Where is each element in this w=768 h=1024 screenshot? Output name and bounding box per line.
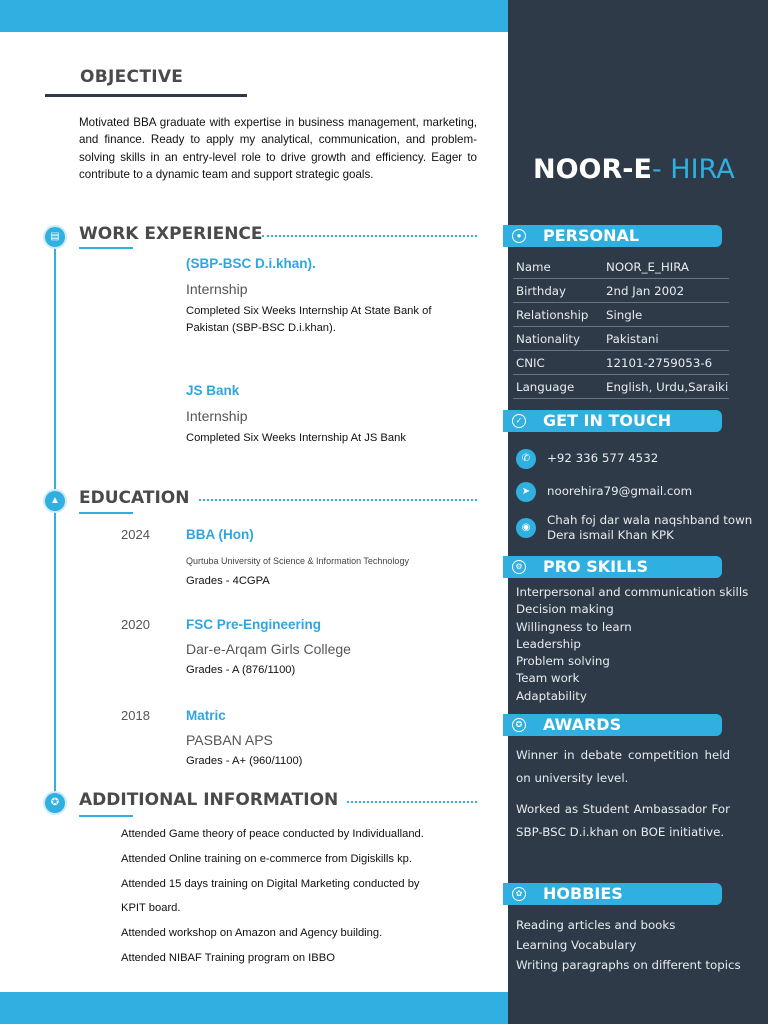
personal-value: 12101-2759053-6 (606, 350, 729, 374)
education-underline (79, 512, 133, 514)
address-text (547, 513, 752, 543)
phone-icon: ✆ (516, 449, 536, 469)
address-line-1: Chah foj dar wala naqshband town (547, 513, 753, 527)
personal-key: Name (513, 254, 606, 278)
education-institution: Qurtuba University of Science & Information Technology (186, 556, 409, 566)
education-year: 2024 (121, 527, 150, 542)
education-grade: Grades - A (876/1100) (186, 664, 296, 676)
list-item: Willingness to learn (516, 619, 632, 634)
list-item: Attended workshop on Amazon and Agency building. (121, 927, 383, 940)
list-item: Team work (516, 671, 580, 686)
list-item: KPIT board. (121, 902, 181, 915)
job-description: Completed Six Weeks Internship At State Bank of Pakistan (SBP-BSC D.i.khan). (186, 305, 432, 334)
thumbs-up-icon: ✓ (512, 414, 526, 428)
address-line-2: Dera ismail Khan KPK (547, 528, 674, 542)
table-row (513, 326, 729, 350)
job-org: (SBP-BSC D.i.khan). (186, 256, 316, 271)
bottom-accent-bar (0, 992, 508, 1024)
personal-key: Relationship (513, 302, 606, 326)
graduation-cap-icon: ▲ (45, 491, 65, 511)
education-dots (199, 499, 477, 501)
list-item: Writing paragraphs on different topics (516, 958, 741, 973)
additional-info-dots (347, 801, 477, 803)
ribbon-icon: ✪ (512, 718, 526, 732)
personal-value: Single (606, 302, 729, 326)
gear-icon: ⚙ (512, 560, 526, 574)
list-item: Interpersonal and communication skills (516, 585, 749, 599)
personal-header (503, 225, 722, 247)
name-second: - HIRA (651, 154, 735, 185)
list-item: Learning Vocabulary (516, 938, 637, 953)
palette-icon: ✿ (512, 887, 526, 901)
timeline-line (54, 244, 56, 802)
education-institution: PASBAN APS (186, 732, 273, 748)
skills-title: PRO SKILLS (543, 557, 649, 576)
objective-text: Motivated BBA graduate with expertise in business management, marketing, and finance. Ready to apply my analytical, communication, and problem-solving skills in an entry-level role to drive growth and efficiency. Eager to contribute to a dynamic team and support strategic goals. (79, 116, 477, 182)
awards-title: AWARDS (543, 715, 622, 734)
job-org: JS Bank (186, 383, 240, 398)
education-degree: FSC Pre-Engineering (186, 617, 322, 632)
personal-title: PERSONAL (543, 226, 640, 245)
education-title: EDUCATION (79, 488, 190, 508)
personal-value: Pakistani (606, 326, 729, 350)
table-row (513, 278, 729, 302)
work-experience-dots (262, 235, 477, 237)
hobbies-header (503, 883, 722, 905)
location-pin-icon: ◉ (516, 518, 536, 538)
personal-key: CNIC (513, 350, 606, 374)
personal-value: 2nd Jan 2002 (606, 278, 729, 302)
award-item: Winner in debate competition held on university level. (516, 748, 730, 785)
education-institution: Dar-e-Arqam Girls College (186, 641, 351, 657)
job-role: Internship (186, 281, 248, 297)
additional-info-list (121, 822, 471, 971)
hobbies-list (516, 915, 741, 976)
table-row (513, 302, 729, 326)
additional-info-underline (79, 815, 133, 817)
education-degree: Matric (186, 708, 226, 723)
personal-value: English, Urdu,Saraiki (606, 374, 729, 398)
personal-table (513, 254, 729, 399)
table-row (513, 254, 729, 278)
work-experience-underline (79, 247, 133, 249)
education-degree: BBA (Hon) (186, 527, 254, 542)
award-icon: ✪ (45, 793, 65, 813)
education-year: 2020 (121, 617, 150, 632)
education-year: 2018 (121, 708, 150, 723)
table-row (513, 350, 729, 374)
phone-text[interactable]: +92 336 577 4532 (547, 451, 659, 465)
list-item: Decision making (516, 602, 614, 617)
list-item: Attended Game theory of peace conducted by Individualland. (121, 828, 424, 840)
additional-info-title: ADDITIONAL INFORMATION (79, 790, 339, 810)
user-icon: ● (512, 229, 526, 243)
contact-title: GET IN TOUCH (543, 411, 672, 430)
list-item: Adaptability (516, 688, 587, 703)
job-role: Internship (186, 408, 248, 424)
skills-list (516, 584, 748, 705)
list-item: Problem solving (516, 654, 610, 669)
objective-title: OBJECTIVE (80, 67, 184, 87)
list-item: Reading articles and books (516, 918, 676, 932)
education-grade: Grades - 4CGPA (186, 575, 270, 587)
send-icon: ➤ (516, 482, 536, 502)
award-item: Worked as Student Ambassador For SBP-BSC D.i.khan on BOE initiative. (516, 802, 730, 839)
list-item: Leadership (516, 636, 581, 651)
table-row (513, 374, 729, 398)
personal-key: Nationality (513, 326, 606, 350)
personal-key: Language (513, 374, 606, 398)
list-item: Attended NIBAF Training program on IBBO (121, 951, 335, 964)
list-item: Attended 15 days training on Digital Marketing conducted by (121, 877, 420, 890)
briefcase-icon: ▤ (45, 227, 65, 247)
contact-header (503, 410, 722, 432)
list-item: Attended Online training on e-commerce from Digiskills kp. (121, 852, 412, 865)
objective-underline (45, 94, 247, 97)
top-accent-bar (0, 0, 508, 32)
skills-header (503, 556, 722, 578)
personal-key: Birthday (513, 278, 606, 302)
awards-header (503, 714, 722, 736)
name-first: NOOR-E (533, 154, 652, 185)
work-experience-title: WORK EXPERIENCE (79, 224, 263, 244)
personal-value: NOOR_E_HIRA (606, 254, 729, 278)
candidate-name (533, 154, 735, 185)
hobbies-title: HOBBIES (543, 884, 623, 903)
education-grade: Grades - A+ (960/1100) (186, 755, 303, 767)
job-description: Completed Six Weeks Internship At JS Bank (186, 432, 406, 444)
email-text[interactable]: noorehira79@gmail.com (547, 484, 693, 498)
